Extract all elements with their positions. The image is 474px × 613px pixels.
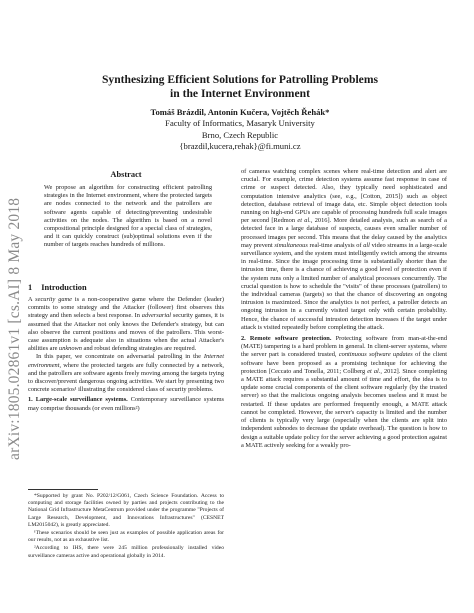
paper-title	[60, 73, 420, 101]
emphasis: unknown	[59, 345, 82, 353]
right-paragraph-2	[241, 335, 447, 450]
intro-paragraph-1	[28, 296, 224, 353]
text-run: , 2012]. Since completing a MATE attack requires a substantial amount of time and effort, the idea is to update some crucial components of the client software regularly (by the trusted server) so that the malicious ongoing analysis becomes useless and it must be restarted. If these updates are performed frequently enough, a MATE attack cannot be completed. However, the server's capacity is limited and the number of clients is typically very large (especially when the clients are split into independent subnodes to decrease the update overhead). The question is how to design a suitable update policy for the server achieving a good protection against a MATE actively seeking for a weakly pro-	[241, 367, 447, 449]
author-names: Tomáš Brázdil, Antonín Kučera, Vojtěch Řehák*	[150, 107, 330, 117]
author-location: Brno, Czech Republic	[201, 129, 279, 140]
footnote-2: ²According to IHS, there were 245 million professionally installed video surveillance cameras active and operational globally in 2014.	[28, 545, 224, 559]
run-in-heading: 1. Large-scale surveillance systems.	[28, 396, 128, 404]
emphasis: continuous software updates	[338, 351, 413, 359]
emphasis: all	[363, 241, 370, 249]
text-run: video streams in a large-scale surveillance system, and the system must intelligently switch among the streams in real-time. Since the image processing time is substantially shorter than the intrusion time, there is a chance of achieving a good level of protection even if the system runs only a limited number of analytical processes concurrently. The crucial question is how to schedule the "visits" of these processes (patrollers) to the individual cameras (targets) so that the chance of discovering an ongoing intrusion is maximized. Since the analytics is not perfect, a patroller detects an ongoing intrusion in a currently visited target only with certain probability. Hence, the chance of successful intrusion detection increases if the target under attack is visited repeatedly before completing the attack.	[241, 241, 447, 331]
text-run: of cameras watching complex scenes where real-time detection and alert are crucial. For example, crime detection systems assume fast response in case of crime or suspect detected. Also, they typically need sophisticated and computation intensive analytics (see, e.g., [Cotton, 2015]) such as object detection, database retrieval of image data, etc. Simple object detection tools running on high-end GPUs are capable of processing hundreds full scale images per second [Redmon	[241, 168, 447, 225]
section-title: Introduction	[41, 283, 87, 292]
arxiv-identifier-stamp	[2, 160, 26, 460]
author-email: {brazdil,kucera,rehak}@fi.muni.cz	[179, 141, 301, 152]
introduction-body	[28, 296, 224, 413]
section-number: 1	[28, 283, 33, 292]
intro-paragraph-3	[28, 396, 224, 412]
intro-paragraph-2	[28, 353, 224, 394]
text-run: In this paper, we concentrate on adversarial patrolling in the	[36, 353, 204, 361]
author-affiliation: Faculty of Informatics, Masaryk University	[165, 118, 315, 129]
author-block	[60, 107, 420, 153]
emphasis: et al.	[367, 367, 381, 375]
footnote-1: ¹These scenarios should be seen just as examples of possible application areas for our results, not as an exhaustive list.	[28, 530, 224, 544]
text-run: and robust defending strategies are required.	[81, 345, 197, 353]
text-run: , where the protected targets are fully connected by a network, and the patrollers are software agents freely moving among the targets trying to discover/prevent dangerous ongoing activities. We start by presenting two concrete scenarios¹ illustrating the considered class of security problems.	[28, 361, 224, 394]
emphasis: et al.	[297, 217, 311, 225]
abstract-text: We propose an algorithm for constructing efficient patrolling strategies in the Internet environment, where the protected targets are nodes connected to the network and the patrollers are software agents capable of detecting/preventing undesirable activities on the nodes. The algorithm is based on a novel compositional principle designed for a special class of strategies, and it can quickly construct (sub)optimal solutions even if the number of targets reaches hundreds of millions.	[44, 184, 212, 249]
arxiv-stamp-text: arXiv:1805.02861v1 [cs.AI] 8 May 2018	[6, 197, 23, 460]
text-run: Contemporary surveillance systems may comprise thousands (or even millions²)	[28, 396, 224, 412]
text-run: , 2016]. More detailed analysis, such as search of a detected face in a large database of suspects, causes even smaller number of processed images per second. This means that the delay caused by the analytics may prevent	[241, 217, 447, 249]
section-heading-introduction	[28, 283, 224, 292]
emphasis: security game	[35, 296, 72, 303]
footnote-acknowledgement: *Supported by grant No. P202/12/G061, Czech Science Foundation. Access to computing and storage facilities owned by parties and projects contributing to the National Grid Infrastructure MetaCentrum provided under the programme "Projects of Large Research, Development, and Innovations Infrastructures" (CESNET LM2015042), is greatly appreciated.	[28, 493, 224, 528]
emphasis: adversarial	[141, 312, 172, 320]
title-line-1: Synthesizing Efficient Solutions for Patrolling Problems	[101, 73, 378, 86]
text-run: real-time analysis of	[307, 241, 364, 249]
footnote-rule	[28, 489, 98, 490]
footnotes	[28, 493, 224, 561]
text-run: security games, it is assumed that the Attacker not only knows the Defender's strategy, but can also observe the current positions and moves of the patrollers. This worst-case assumption is adequate also in situations when the actual Attacker's abilities are	[28, 312, 224, 353]
emphasis: Internet environment	[28, 353, 224, 369]
abstract-heading: Abstract	[110, 170, 142, 179]
right-paragraph-1	[241, 168, 447, 332]
text-run: A	[28, 296, 36, 303]
text-run: Protecting software from man-at-the-end (MATE) tampering is a hard problem in general. In client-server systems, where the server part is considered trusted,	[241, 335, 447, 359]
run-in-heading: 2. Remote software protection.	[241, 335, 332, 343]
right-column-body	[241, 168, 447, 450]
emphasis: simultaneous	[274, 241, 308, 249]
text-run: of the client software have been proposed as a promising technique for achieving the protection [Ceccato and Tonella, 2011; Collberg	[241, 351, 447, 375]
text-run: is a non-cooperative game where the Defender (leader) commits to some strategy and the Attacker (follower) first observes this strategy and then selects a best response. In	[28, 296, 224, 320]
title-line-2: in the Internet Environment	[170, 87, 310, 100]
